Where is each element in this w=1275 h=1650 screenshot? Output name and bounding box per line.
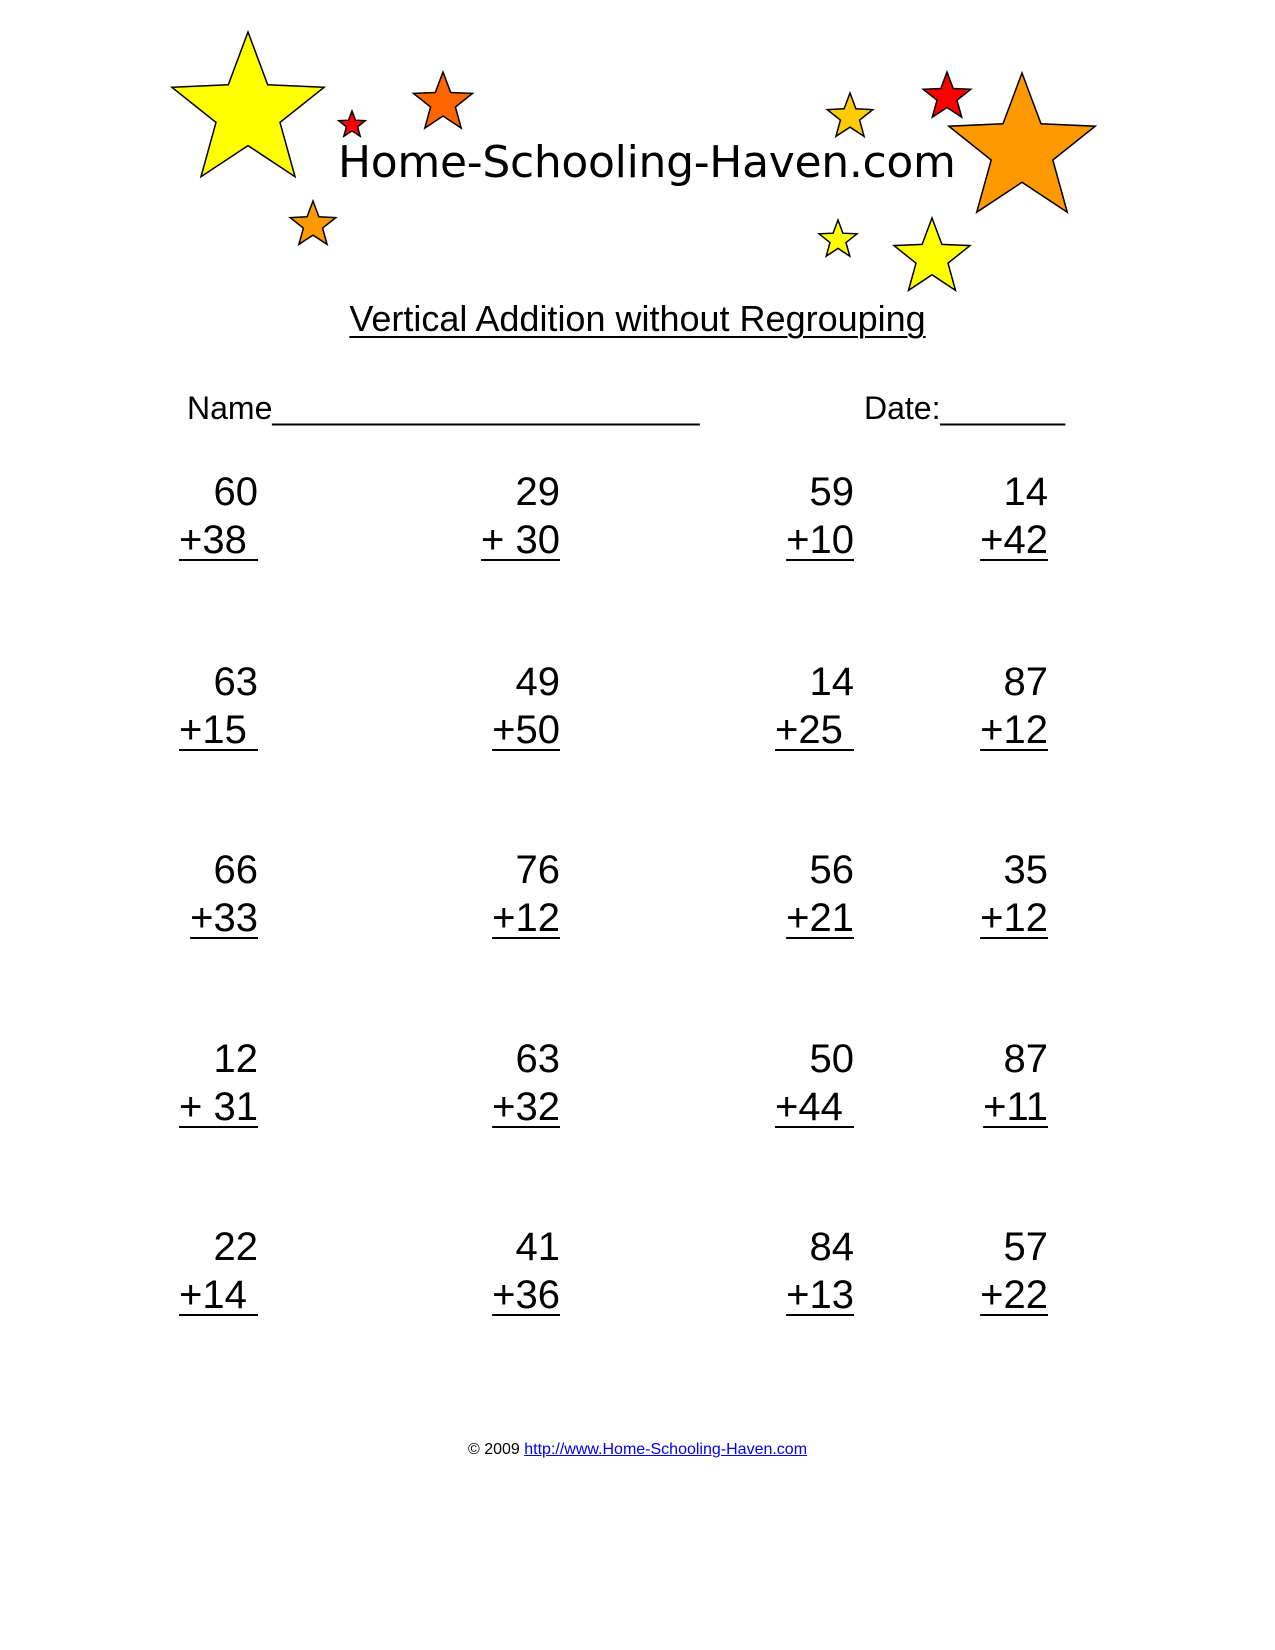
- problem-top-number: 66: [213, 848, 258, 892]
- addition-problem: [420, 658, 560, 754]
- gold-star-icon: [827, 93, 873, 136]
- problem-addend: +25: [775, 708, 854, 752]
- small-orange-star-icon: [290, 201, 336, 244]
- site-logo-text: Home-Schooling-Haven.com: [338, 137, 956, 188]
- problem-top-number: 87: [1003, 660, 1048, 704]
- addition-problem: [908, 468, 1048, 564]
- problem-addend: +38: [179, 518, 258, 562]
- problem-addend: +22: [980, 1273, 1048, 1317]
- problem-addend: +44: [775, 1085, 854, 1129]
- small-yellow-star-icon: [819, 220, 857, 256]
- addition-problem: [118, 1223, 258, 1319]
- problem-addend: +15: [179, 708, 258, 752]
- copyright-text: © 2009: [467, 1441, 525, 1458]
- problem-addend: +33: [190, 896, 258, 940]
- problem-addend: +21: [786, 896, 854, 940]
- large-orange-star-icon: [949, 73, 1095, 212]
- large-yellow-star-icon: [172, 32, 324, 177]
- problem-addend: +11: [983, 1085, 1048, 1129]
- addition-problem: [714, 846, 854, 942]
- problem-top-number: 12: [213, 1037, 258, 1081]
- name-field: Name________________________: [187, 390, 700, 426]
- date-field: Date:_______: [864, 390, 1066, 426]
- problem-top-number: 14: [1003, 470, 1048, 514]
- problem-top-number: 60: [213, 470, 258, 514]
- problem-top-number: 63: [213, 660, 258, 704]
- addition-problem: [714, 658, 854, 754]
- problem-addend: + 31: [179, 1085, 258, 1129]
- orange-star-icon: [414, 72, 473, 128]
- problem-top-number: 56: [809, 848, 854, 892]
- problem-addend: +12: [980, 896, 1048, 940]
- problem-addend: +32: [492, 1085, 560, 1129]
- problem-addend: +14: [179, 1273, 258, 1317]
- addition-problem: [908, 1035, 1048, 1131]
- addition-problem: [714, 468, 854, 564]
- addition-problem: [118, 658, 258, 754]
- problem-top-number: 84: [809, 1225, 854, 1269]
- addition-problem: [908, 1223, 1048, 1319]
- problem-top-number: 50: [809, 1037, 854, 1081]
- addition-problem: [420, 846, 560, 942]
- problem-addend: +42: [980, 518, 1048, 562]
- addition-problem: [908, 658, 1048, 754]
- problem-top-number: 14: [809, 660, 854, 704]
- small-red-star-icon: [339, 111, 366, 136]
- addition-problem: [714, 1223, 854, 1319]
- problem-addend: + 30: [481, 518, 560, 562]
- addition-problem: [420, 1223, 560, 1319]
- problem-top-number: 35: [1003, 848, 1048, 892]
- footer: [0, 1441, 1275, 1459]
- problem-top-number: 29: [515, 470, 560, 514]
- problem-addend: +36: [492, 1273, 560, 1317]
- yellow-star-icon: [894, 218, 970, 290]
- addition-problem: [908, 846, 1048, 942]
- problem-addend: +13: [786, 1273, 854, 1317]
- problem-top-number: 76: [515, 848, 560, 892]
- worksheet-title: Vertical Addition without Regrouping: [349, 298, 926, 339]
- problem-top-number: 22: [213, 1225, 258, 1269]
- problem-top-number: 57: [1003, 1225, 1048, 1269]
- red-star-icon: [923, 72, 971, 117]
- problem-addend: +10: [786, 518, 854, 562]
- problem-addend: +12: [492, 896, 560, 940]
- problem-top-number: 49: [515, 660, 560, 704]
- problem-top-number: 41: [515, 1225, 560, 1269]
- addition-problem: [118, 1035, 258, 1131]
- addition-problem: [420, 1035, 560, 1131]
- problem-addend: +12: [980, 708, 1048, 752]
- problem-top-number: 87: [1003, 1037, 1048, 1081]
- footer-link[interactable]: http://www.Home-Schooling-Haven.com: [524, 1441, 808, 1458]
- problem-top-number: 63: [515, 1037, 560, 1081]
- addition-problem: [118, 846, 258, 942]
- problem-top-number: 59: [809, 470, 854, 514]
- problem-addend: +50: [492, 708, 560, 752]
- addition-problem: [420, 468, 560, 564]
- addition-problem: [118, 468, 258, 564]
- addition-problem: [714, 1035, 854, 1131]
